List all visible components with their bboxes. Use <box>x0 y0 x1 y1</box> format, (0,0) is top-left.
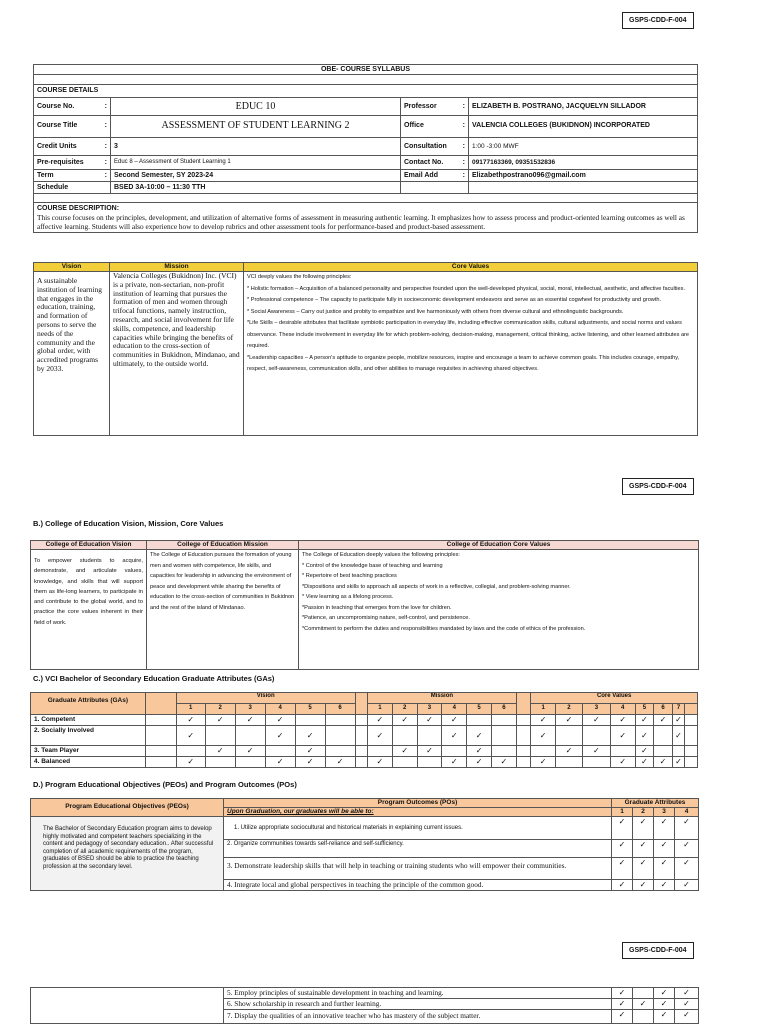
ga-check <box>325 746 355 757</box>
ga-check: ✓ <box>654 757 673 768</box>
ga-check: ✓ <box>467 726 492 746</box>
po-item: 3. Demonstrate leadership skills that will help in teaching or training students who will empower their communities. <box>224 858 612 880</box>
coe-vmv-table <box>30 540 699 670</box>
ga-check: ✓ <box>417 715 442 726</box>
ga-check: ✓ <box>392 715 417 726</box>
po-continued-table <box>30 987 699 1024</box>
ga-check <box>556 757 583 768</box>
ga-num: 2 <box>633 808 654 817</box>
po-check: ✓ <box>654 999 675 1010</box>
coe-vision-text: To empower students to acquire, demonstrate, and articulate values, knowledge, and skills that will support them as life-long learners, to participate in and contribute to the global world, and to practice the core values inherent in their field of work. <box>31 550 147 670</box>
po-subheader: Upon Graduation, our graduates will be able to: <box>224 808 612 817</box>
email-value: Elizabethpostrano096@gmail.com <box>469 170 698 182</box>
ga-row <box>31 746 698 757</box>
ga-check <box>265 746 295 757</box>
ga-check: ✓ <box>417 746 442 757</box>
ga-num: 1 <box>176 704 205 715</box>
ga-check: ✓ <box>635 757 654 768</box>
ga-mission-header: Mission <box>367 693 516 704</box>
vci-mission-text: Valencia Colleges (Bukidnon) Inc. (VCI) is a private, non-sectarian, non-profit institution of learning that pursues the formation of men and women through trifocal functions, namely instruction, research, and social involvement for life skills, competence, and leadership capacities while bringing the benefits of education to the cross-section of communities in Bukidnon, Mindanao, and ultimately, to the outside world. <box>110 272 244 436</box>
po-item: 4. Integrate local and global perspectives in teaching the principle of the common good. <box>224 880 612 891</box>
coe-value-item: *Patience, an uncompromising nature, self-control, and persistence. <box>302 615 470 621</box>
ga-check: ✓ <box>556 715 583 726</box>
consultation-label: Consultation <box>404 143 447 150</box>
schedule-value: BSED 3A-10:00 – 11:30 TTH <box>111 182 401 194</box>
course-title-label: Course Title <box>37 122 78 129</box>
ga-check: ✓ <box>467 757 492 768</box>
ga-check <box>235 757 265 768</box>
ga-row-label: 3. Team Player <box>31 746 146 757</box>
ga-check <box>417 726 442 746</box>
ga-check <box>672 746 684 757</box>
ga-num: 5 <box>295 704 325 715</box>
po-check: ✓ <box>612 880 633 891</box>
coe-value-item: *Commitment to perform the duties and responsibilities mandated by laws and the code of ethics of the profession. <box>302 625 586 632</box>
coe-values-list <box>299 550 699 670</box>
po-check: ✓ <box>612 817 633 840</box>
ga-num: 6 <box>325 704 355 715</box>
ga-check: ✓ <box>531 715 556 726</box>
prereq-label: Pre-requisites <box>37 159 84 166</box>
po-check: ✓ <box>675 880 699 891</box>
professor-value: ELIZABETH B. POSTRANO, JACQUELYN SILLADOR <box>469 98 698 116</box>
course-title-value: ASSESSMENT OF STUDENT LEARNING 2 <box>111 116 401 138</box>
coe-mission-header: College of Education Mission <box>147 541 299 550</box>
ga-check: ✓ <box>235 715 265 726</box>
ga-check: ✓ <box>610 757 635 768</box>
ga-num: 6 <box>491 704 516 715</box>
coe-values-header: College of Education Core Values <box>299 541 699 550</box>
ga-col-header: Graduate Attributes (GAs) <box>31 693 146 715</box>
vci-mission-header: Mission <box>110 263 244 272</box>
ga-num: 1 <box>612 808 633 817</box>
po-check: ✓ <box>633 880 654 891</box>
po-check: ✓ <box>633 817 654 840</box>
office-value: VALENCIA COLLEGES (BUKIDNON) INCORPORATED <box>469 116 698 138</box>
ga-check: ✓ <box>367 726 392 746</box>
syllabus-title: OBE- COURSE SYLLABUS <box>34 65 698 75</box>
doc-code: GSPS-CDD-F-004 <box>622 942 694 959</box>
ga-num: 2 <box>392 704 417 715</box>
ga-check: ✓ <box>582 715 610 726</box>
contact-label: Contact No. <box>404 159 444 166</box>
po-check: ✓ <box>633 999 654 1010</box>
course-details-heading: COURSE DETAILS <box>34 85 698 98</box>
ga-num: 5 <box>635 704 654 715</box>
po-check: ✓ <box>612 840 633 858</box>
ga-check: ✓ <box>367 715 392 726</box>
ga-check: ✓ <box>176 757 205 768</box>
po-check: ✓ <box>675 817 699 840</box>
contact-value: 09177163369, 09351532836 <box>469 156 698 170</box>
course-details-table: OBE- COURSE SYLLABUS COURSE DETAILS Course No. : EDUC 10 Professor : ELIZABETH B. POSTRANO, JACQUELYN SILLADOR Course Title : ASSESSMENT OF STUDENT LEARNING 2 Office : VALENCIA COLLEGES (BUKIDNON) INCORPORATED Credit Units : 3 Consultation : 1:00 -3:00 MWF Pre-requisites : Educ 8 – Assessment of Student Learning 1 Contact No. : 09177163369, 09351532836 Term : Second Semester, SY 2023-24 Email Add : Elizabethpostrano096@gmail.com Schedule BSED 3A-10:00 – 11:30 TTH COURSE DESCRIPTION: This course focuses on the principles, development, and utilization of alternative forms of assessment in measuring authentic learning. It emphasizes how to assess process and product-oriented learning outcomes as well as affective learning. Students will also experience how to develop rubrics and other assessment tools for performance-based and product-based assessment. <box>33 64 698 233</box>
coe-vision-header: College of Education Vision <box>31 541 147 550</box>
ga-check: ✓ <box>295 726 325 746</box>
coe-value-item: *Passion in teaching that emerges from the love for children. <box>302 604 452 611</box>
ga-check <box>325 715 355 726</box>
prereq-value: Educ 8 – Assessment of Student Learning 1 <box>111 156 401 170</box>
ga-check <box>491 746 516 757</box>
peo-po-table <box>30 798 699 891</box>
ga-check: ✓ <box>235 746 265 757</box>
ga-check: ✓ <box>635 715 654 726</box>
ga-check <box>491 726 516 746</box>
ga-check: ✓ <box>295 746 325 757</box>
ga-check <box>582 726 610 746</box>
ga-num: 2 <box>205 704 235 715</box>
po-check: ✓ <box>675 858 699 880</box>
ga-row <box>31 757 698 768</box>
po-check: ✓ <box>654 880 675 891</box>
peo-text: The Bachelor of Secondary Education program aims to develop highly motivated and competent teachers specializing in the content and pedagogy of secondary education.. After successful completion of all academic requirements of the program, graduates of BSED should be able to practice the teaching profession at the secondary level. <box>31 817 224 891</box>
ga-num: 5 <box>467 704 492 715</box>
po-check: ✓ <box>675 1010 699 1024</box>
po-check: ✓ <box>612 1010 633 1024</box>
po-check: ✓ <box>633 858 654 880</box>
po-item: 6. Show scholarship in research and further learning. <box>224 999 612 1010</box>
ga-row-label: 1. Competent <box>31 715 146 726</box>
ga-vision-header: Vision <box>176 693 355 704</box>
ga-check: ✓ <box>582 746 610 757</box>
ga-check <box>654 726 673 746</box>
coe-value-item: * Control of the knowledge base of teaching and learning <box>302 562 443 569</box>
vci-values-list <box>244 272 698 436</box>
vci-value-item: * Social Awareness – Carry out justice and probity to empathize and live harmoniously with others from diverse cultural and ethnolinguistic backgrounds. <box>247 308 624 315</box>
ga-row <box>31 715 698 726</box>
ga-check <box>417 757 442 768</box>
ga-check <box>295 715 325 726</box>
po-check <box>633 988 654 999</box>
course-no-value: EDUC 10 <box>111 98 401 116</box>
ga-check: ✓ <box>467 746 492 757</box>
coe-value-item: * View learning as a lifelong process. <box>302 594 394 600</box>
ga-num: 3 <box>654 808 675 817</box>
po-item: 2. Organize communities towards self-reliance and self-sufficiency. <box>224 840 612 858</box>
vci-vision-text: A sustainable institution of learning that engages in the education, training, and formation of persons to serve the needs of the community and the global order, with accredited programs by 2033. <box>34 272 110 436</box>
coe-value-item: The College of Education deeply values the following principles: <box>302 552 460 558</box>
ga-row <box>31 726 698 746</box>
vci-value-item: *Leadership capacities – A person's aptitude to organize people, mobilize resources, inspire and encourage a team to achieve common goals. This includes courage, empathy, respect, self-awareness, communication skills, and other abilities to manage requisites in achieving shared objectives. <box>247 354 680 372</box>
po-check: ✓ <box>654 817 675 840</box>
ga-check: ✓ <box>672 726 684 746</box>
po-item: 1. Utilize appropriate sociocultural and historical materials in explaining current issues. <box>224 817 612 840</box>
ga-check: ✓ <box>176 715 205 726</box>
ga-check <box>442 746 467 757</box>
ga-num: 4 <box>675 808 699 817</box>
coe-mission-text: The College of Education pursues the formation of young men and women with competence, life skills, and capacities for leadership in advancing the environment of peace and development while sharing the benefits of education to the cross-section of communities in Bukidnon and the rest of the island of Mindanao. <box>147 550 299 670</box>
ga-num: 3 <box>417 704 442 715</box>
ga-check <box>205 757 235 768</box>
professor-label: Professor <box>404 103 437 110</box>
schedule-label: Schedule <box>34 182 111 194</box>
description-heading: COURSE DESCRIPTION: <box>37 205 120 212</box>
term-value: Second Semester, SY 2023-24 <box>111 170 401 182</box>
credit-units-value: 3 <box>111 138 401 156</box>
vci-vision-header: Vision <box>34 263 110 272</box>
ga-check: ✓ <box>672 757 684 768</box>
ga-check: ✓ <box>610 715 635 726</box>
credit-units-label: Credit Units <box>37 143 77 150</box>
ga-check: ✓ <box>635 726 654 746</box>
ga-row-label: 2. Socially Involved <box>31 726 146 746</box>
vci-vmv-table <box>33 262 698 436</box>
coe-value-item: *Dispositions and skills to approach all aspects of work in a reflective, collegial, and problem-solving manner. <box>302 583 571 590</box>
ga-check: ✓ <box>265 757 295 768</box>
coe-value-item: * Repertoire of best teaching practices <box>302 573 397 579</box>
section-d-title: D.) Program Educational Objectives (PEOs) and Program Outcomes (POs) <box>33 780 297 789</box>
ga-check: ✓ <box>672 715 684 726</box>
ga-check: ✓ <box>265 726 295 746</box>
ga-check <box>205 726 235 746</box>
vci-values-header: Core Values <box>244 263 698 272</box>
po-check: ✓ <box>654 1010 675 1024</box>
ga-num: 4 <box>442 704 467 715</box>
ga-num: 4 <box>265 704 295 715</box>
po-check: ✓ <box>675 840 699 858</box>
po-check: ✓ <box>675 988 699 999</box>
ga-check: ✓ <box>610 726 635 746</box>
ga-check <box>325 726 355 746</box>
ga-check: ✓ <box>491 757 516 768</box>
ga-num: 2 <box>556 704 583 715</box>
po-check: ✓ <box>612 988 633 999</box>
ga-check: ✓ <box>442 757 467 768</box>
vci-value-item: *Life Skills – desirable attributes that facilitate symbiotic participation in everyday life, including effective communication skills, cultural adjustments, and social norms and values observance. These include involvement in everyday life for which problem-solving, decision-making, management, critical thinking, active listening, and other learned attributes are required. <box>247 320 690 349</box>
po-item: 7. Display the qualities of an innovative teacher who has mastery of the subject matter. <box>224 1010 612 1024</box>
section-c-title: C.) VCI Bachelor of Secondary Education Graduate Attributes (GAs) <box>33 674 275 683</box>
po-item: 5. Employ principles of sustainable development in teaching and learning. <box>224 988 612 999</box>
course-no-label: Course No. <box>37 103 75 110</box>
ga-check: ✓ <box>205 746 235 757</box>
vci-value-item: * Holistic formation – Acquisition of a balanced personality and perspective founded upon the well-developed physical, social, moral, intellectual, aesthetic, and affective faculties. <box>247 285 686 292</box>
ga-header: Graduate Attributes <box>612 799 699 808</box>
ga-check: ✓ <box>295 757 325 768</box>
ga-check: ✓ <box>265 715 295 726</box>
ga-check: ✓ <box>367 757 392 768</box>
ga-check: ✓ <box>654 715 673 726</box>
ga-check <box>392 726 417 746</box>
ga-check <box>610 746 635 757</box>
peo-header: Program Educational Objectives (PEOs) <box>31 799 224 817</box>
ga-check <box>556 726 583 746</box>
ga-check <box>531 746 556 757</box>
po-header: Program Outcomes (POs) <box>224 799 612 808</box>
ga-check: ✓ <box>556 746 583 757</box>
po-check: ✓ <box>633 840 654 858</box>
ga-num: 3 <box>582 704 610 715</box>
po-check: ✓ <box>654 858 675 880</box>
ga-check: ✓ <box>531 757 556 768</box>
ga-num: 1 <box>531 704 556 715</box>
ga-check <box>367 746 392 757</box>
po-check <box>633 1010 654 1024</box>
ga-check <box>467 715 492 726</box>
ga-check <box>176 746 205 757</box>
po-check: ✓ <box>612 858 633 880</box>
ga-check: ✓ <box>325 757 355 768</box>
ga-check: ✓ <box>635 746 654 757</box>
vci-value-item: * Professional competence – The capacity to participate fully in socioeconomic development endeavors and serve as an essential cogwheel for productivity and growth. <box>247 297 662 303</box>
ga-num: 1 <box>367 704 392 715</box>
term-label: Term <box>37 172 54 179</box>
consultation-value: 1:00 -3:00 MWF <box>469 138 698 156</box>
email-label: Email Add <box>404 172 438 179</box>
ga-num: 4 <box>610 704 635 715</box>
ga-check <box>582 757 610 768</box>
ga-check <box>654 746 673 757</box>
po-check: ✓ <box>654 988 675 999</box>
ga-check: ✓ <box>531 726 556 746</box>
ga-check: ✓ <box>442 715 467 726</box>
vci-value-item: VCI deeply values the following principles: <box>247 274 352 280</box>
section-b-title: B.) College of Education Vision, Mission, Core Values <box>33 519 224 528</box>
doc-code: GSPS-CDD-F-004 <box>622 12 694 29</box>
po-check: ✓ <box>654 840 675 858</box>
ga-check <box>491 715 516 726</box>
ga-num: 7 <box>672 704 684 715</box>
graduate-attributes-table <box>30 692 698 768</box>
ga-check <box>392 757 417 768</box>
ga-num: 6 <box>654 704 673 715</box>
po-check: ✓ <box>612 999 633 1010</box>
ga-row-label: 4. Balanced <box>31 757 146 768</box>
ga-check <box>235 726 265 746</box>
ga-check: ✓ <box>392 746 417 757</box>
ga-check: ✓ <box>176 726 205 746</box>
po-check: ✓ <box>675 999 699 1010</box>
description-text: This course focuses on the principles, development, and utilization of alternative forms of assessment in measuring authentic learning. It emphasizes how to assess process and product-oriented learning outcomes as well as affective learning. Students will also experience how to develop rubrics and other assessment tools for performance-based and product-based assessment. <box>37 213 685 231</box>
ga-values-header: Core Values <box>531 693 698 704</box>
office-label: Office <box>404 122 424 129</box>
ga-check: ✓ <box>442 726 467 746</box>
ga-check: ✓ <box>205 715 235 726</box>
ga-num: 3 <box>235 704 265 715</box>
doc-code: GSPS-CDD-F-004 <box>622 478 694 495</box>
